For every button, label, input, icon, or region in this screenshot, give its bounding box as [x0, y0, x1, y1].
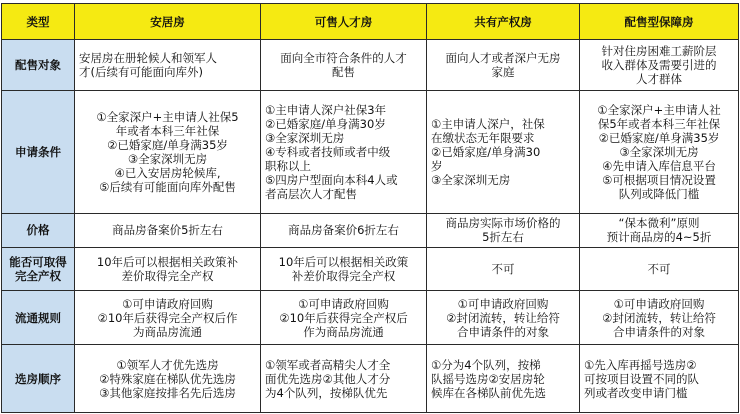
cell-line: 商品房备案价6折左右 — [288, 223, 399, 238]
cell-line: ②封闭流转，转让给符 — [602, 310, 716, 325]
cell-line: ①主申请人深户，社保 — [431, 116, 545, 131]
header-row — [2, 4, 739, 40]
cell-line: 列或者改变申请门槛 — [584, 385, 688, 400]
cell-line: ⑤可根据项目情况设置 — [602, 172, 716, 187]
cell-line: ①可申请政府回购 — [298, 296, 389, 311]
row-label: 能否可取得完全产权 — [2, 248, 75, 291]
cell-line: 商品房实际市场价格的 — [445, 216, 561, 231]
cell-line: ②已婚家庭/单身满35岁 — [598, 130, 720, 145]
cell-selection-order-col3 — [427, 345, 580, 413]
header-talent-housing: 可售人才房 — [261, 4, 427, 40]
cell-line: ③全家深圳无房 — [431, 172, 511, 187]
cell-line: 收入群体及需要引进的 — [601, 57, 717, 72]
cell-line: 补差价取得完全产权 — [291, 269, 396, 284]
cell-line: 作为商品房流通 — [303, 324, 384, 339]
cell-line: ①主申请人深户社保3年 — [265, 102, 387, 117]
cell-line: 商品房备案价5折左右 — [112, 223, 223, 238]
cell-line: ②已婚家庭/单身满30 — [431, 144, 541, 159]
cell-line: ③全家深圳无房 — [127, 151, 208, 166]
cell-circulation-rules-col3 — [427, 291, 580, 345]
cell-line: ②10年后获得完全产权后作 — [97, 310, 238, 325]
cell-selection-order-col1 — [75, 345, 261, 413]
cell-line: 合申请条件的对象 — [613, 324, 705, 339]
cell-eligibility-col2 — [261, 90, 427, 213]
cell-line: 不可 — [491, 262, 515, 277]
cell-full-ownership-col4 — [580, 248, 739, 291]
row-label: 选房顺序 — [2, 345, 75, 413]
cell-line: ②已婚家庭/单身满30岁 — [265, 116, 386, 131]
cell-line: ②特殊家庭在梯队优先选房 — [99, 371, 236, 386]
cell-line: 年或者本科三年社保 — [115, 123, 220, 138]
cell-eligibility-col3 — [427, 90, 580, 213]
cell-circulation-rules-col2 — [261, 291, 427, 345]
cell-line: ②10年后获得完全产权后 — [279, 310, 408, 325]
cell-price-col2 — [261, 213, 427, 248]
cell-line: ①领军人才优先选房 — [116, 357, 219, 372]
header-anjufang: 安居房 — [75, 4, 261, 40]
cell-line: 可按项目设置不同的队 — [584, 371, 699, 386]
cell-circulation-rules-col1 — [75, 291, 261, 345]
row-eligibility — [2, 90, 739, 213]
row-price — [2, 213, 739, 248]
cell-line: 人才群体 — [636, 71, 682, 86]
cell-line: 面向全市符合条件的人才 — [280, 50, 407, 65]
cell-line: 10年后可以根据相关政策补 — [96, 255, 239, 270]
header-type: 类型 — [2, 4, 75, 40]
cell-line: 为商品房流通 — [133, 324, 202, 339]
cell-target-buyers-col4 — [580, 40, 739, 91]
cell-price-col1 — [75, 213, 261, 248]
cell-line: ①全家深户+主申请人社保5 — [96, 109, 239, 124]
header-affordable-sale-housing: 配售型保障房 — [580, 4, 739, 40]
cell-line: ⑤后续有可能面向库外配售 — [99, 179, 236, 194]
cell-line: 职称以上 — [265, 158, 311, 173]
row-label: 价格 — [2, 213, 75, 248]
cell-line: 为4个队列，按梯队优先 — [265, 385, 388, 400]
row-selection-order — [2, 345, 739, 413]
cell-line: 配售 — [332, 64, 355, 79]
cell-line: ①可申请政府回购 — [457, 296, 549, 311]
cell-line: ①分为4个队列，按梯 — [431, 357, 541, 372]
cell-line: 队列或降低门槛 — [618, 186, 700, 201]
cell-line: ③全家深圳无房 — [265, 130, 345, 145]
cell-line: ③其他家庭按排名先后选房 — [99, 385, 236, 400]
cell-price-col3 — [427, 213, 580, 248]
cell-full-ownership-col2 — [261, 248, 427, 291]
cell-line: 者高层次人才配售 — [265, 186, 357, 201]
cell-eligibility-col1 — [75, 90, 261, 213]
cell-price-col4 — [580, 213, 739, 248]
cell-line: 预计商品房的4~5折 — [606, 230, 712, 245]
cell-line: ②封闭流转，转让给符 — [446, 310, 560, 325]
cell-target-buyers-col3 — [427, 40, 580, 91]
cell-line: 保5年或者本科三年社保 — [597, 116, 721, 131]
cell-line: ①先入库再摇号选房② — [584, 357, 697, 372]
cell-line: ②已婚家庭/单身满35岁 — [107, 137, 228, 152]
row-label: 流通规则 — [2, 291, 75, 345]
cell-line: ④已入安居房轮候库, — [114, 165, 221, 180]
cell-line: ①可申请政府回购 — [613, 296, 705, 311]
cell-line: 候库在各梯队前优先选 — [431, 385, 546, 400]
cell-line: ①全家深户+主申请人社 — [597, 102, 721, 117]
cell-eligibility-col4 — [580, 90, 739, 213]
housing-comparison-table — [1, 3, 739, 413]
cell-line: 面向人才或者深户无房 — [445, 50, 561, 65]
cell-full-ownership-col3 — [427, 248, 580, 291]
cell-circulation-rules-col4 — [580, 291, 739, 345]
cell-line: 合申请条件的对象 — [457, 324, 549, 339]
cell-line: 在缴状态无年限要求 — [431, 130, 535, 145]
cell-selection-order-col2 — [261, 345, 427, 413]
cell-line: 岁 — [431, 158, 443, 173]
cell-line: 5折左右 — [482, 230, 524, 245]
cell-full-ownership-col1 — [75, 248, 261, 291]
cell-line: 10年后可以根据相关政策 — [278, 255, 409, 270]
cell-line: ①领军或者高精尖人才全 — [265, 357, 391, 372]
row-label: 配售对象 — [2, 40, 75, 91]
cell-line: 针对住房困难工薪阶层 — [601, 43, 717, 58]
row-circulation-rules — [2, 291, 739, 345]
cell-target-buyers-col2 — [261, 40, 427, 91]
cell-line: ④先申请入库信息平台 — [602, 158, 716, 173]
cell-line: 不可 — [647, 262, 671, 277]
row-label: 申请条件 — [2, 90, 75, 213]
cell-line: “保本微利”原则 — [618, 216, 700, 231]
cell-line: 才(后续有可能面向库外) — [79, 64, 203, 79]
row-full-ownership — [2, 248, 739, 291]
cell-line: ⑤四房户型面向本科4人或 — [265, 172, 398, 187]
cell-target-buyers-col1 — [75, 40, 261, 91]
cell-line: 安居房在册轮候人和领军人 — [79, 50, 217, 65]
cell-line: 面优先选房②其他人才分 — [265, 371, 391, 386]
cell-line: ④专科或者技师或者中级 — [265, 144, 391, 159]
cell-line: 队摇号选房②安居房轮 — [431, 371, 545, 386]
cell-selection-order-col4 — [580, 345, 739, 413]
cell-line: ①可申请政府回购 — [122, 296, 213, 311]
cell-line: ③全家深圳无房 — [619, 144, 699, 159]
cell-line: 差价取得完全产权 — [121, 269, 214, 284]
header-shared-ownership: 共有产权房 — [427, 4, 580, 40]
cell-line: 家庭 — [491, 64, 515, 79]
row-target-buyers — [2, 40, 739, 91]
